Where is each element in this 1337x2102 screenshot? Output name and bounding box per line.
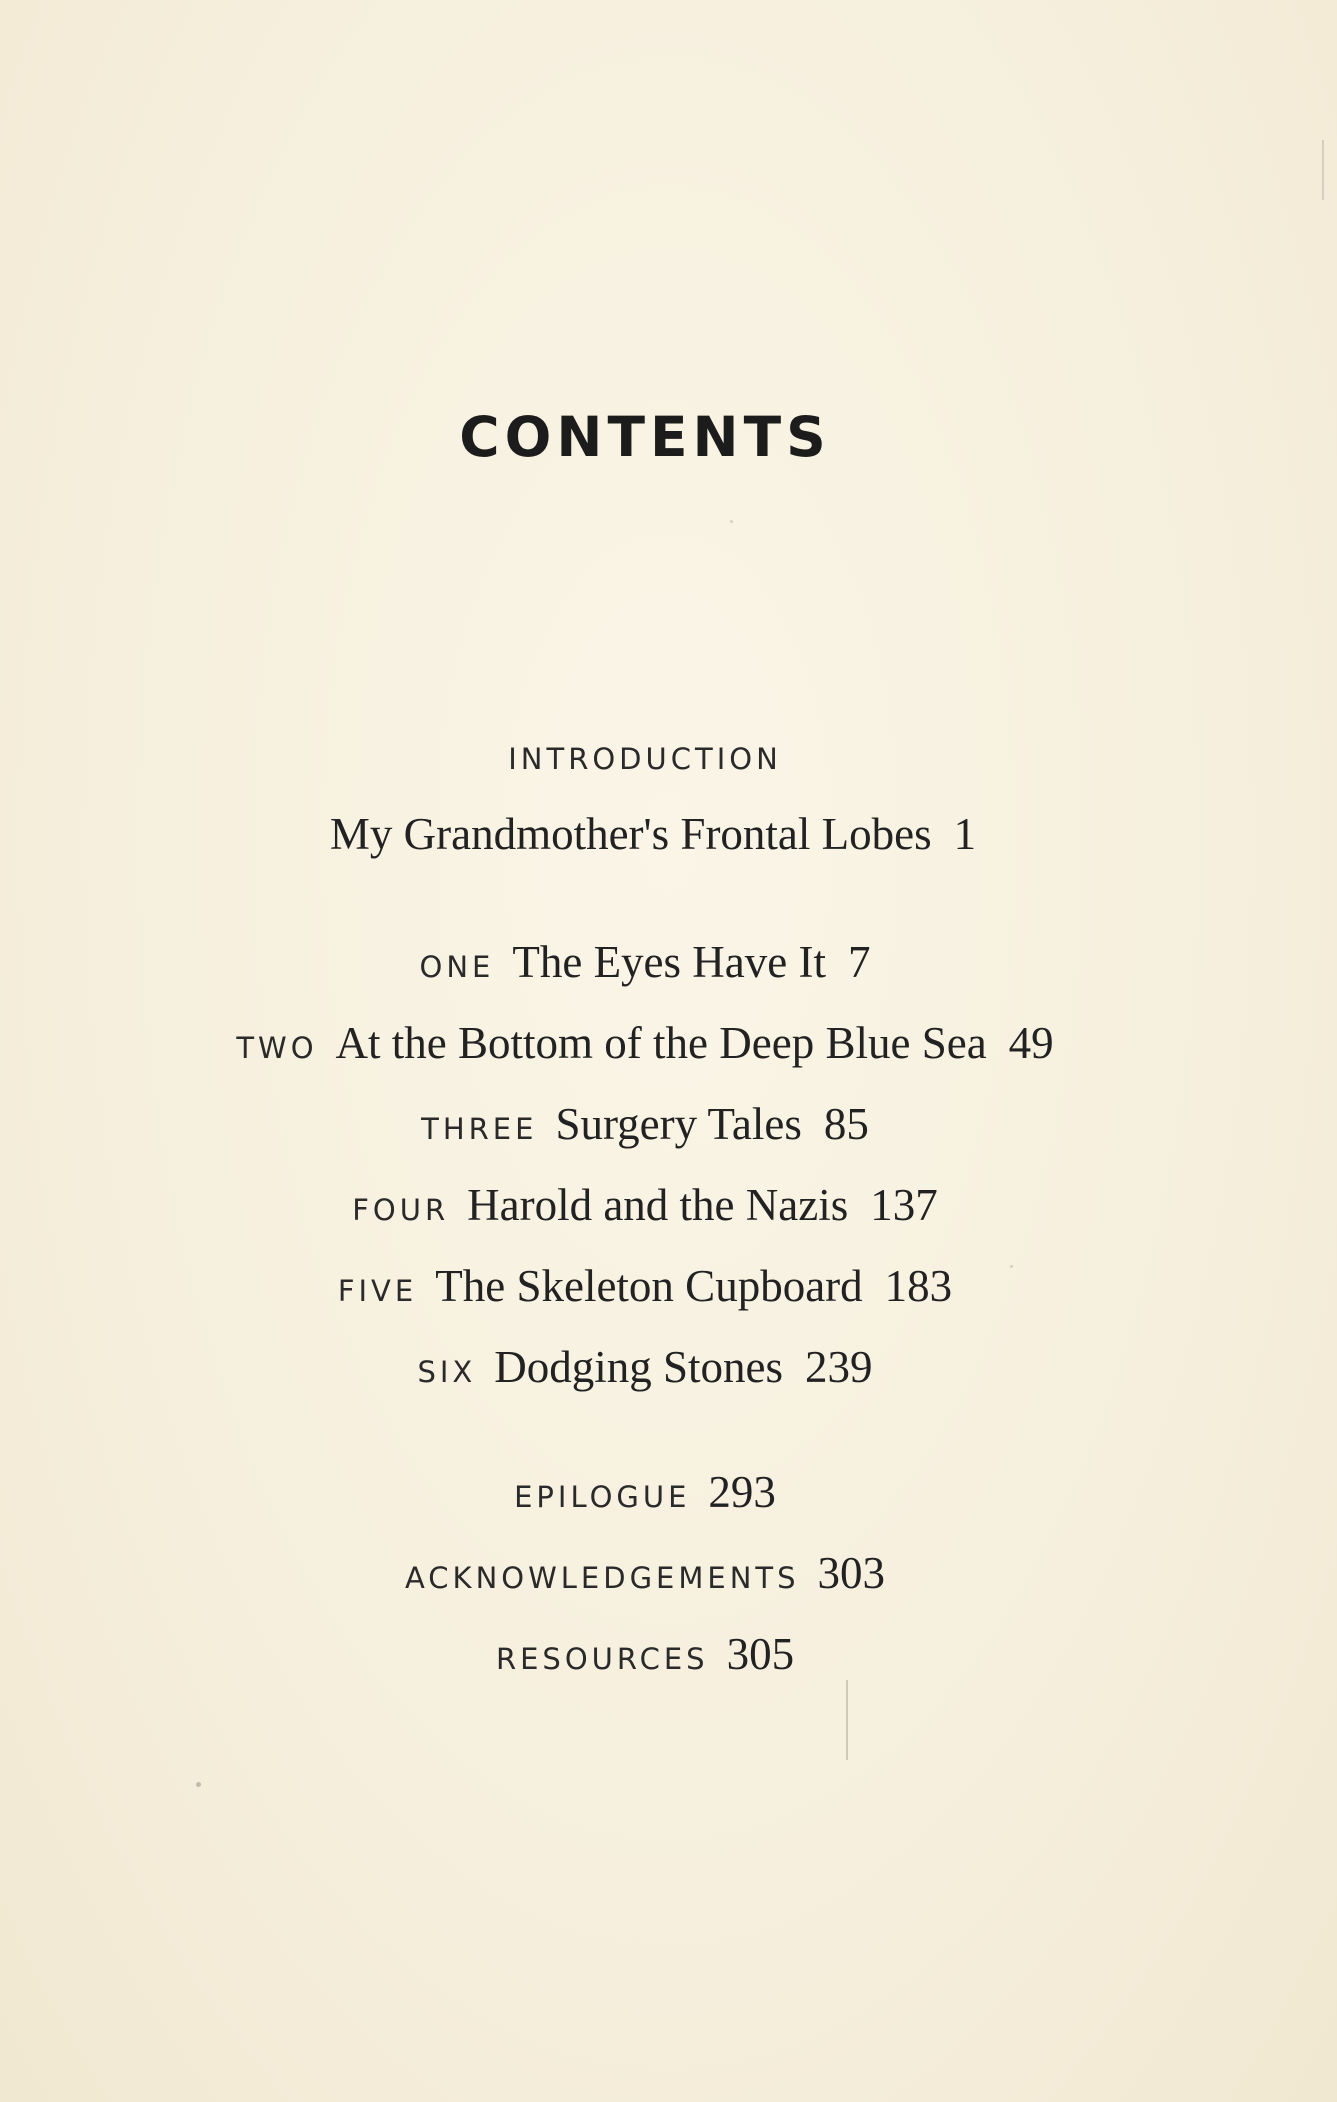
paper-speck xyxy=(730,520,733,523)
backmatter-page-number: 305 xyxy=(726,1629,795,1679)
chapter-label: ONE xyxy=(419,950,495,984)
chapter-label: TWO xyxy=(236,1031,318,1065)
toc-entry-chapter-three xyxy=(0,1098,1290,1150)
contents-heading: CONTENTS xyxy=(459,405,831,469)
introduction-label: INTRODUCTION xyxy=(508,742,782,776)
toc-entry-chapter-one xyxy=(0,936,1290,988)
chapter-page-number: 49 xyxy=(1008,1018,1054,1068)
chapter-label: FIVE xyxy=(337,1274,418,1308)
toc-entry-chapter-two xyxy=(0,1017,1290,1069)
paper-speck xyxy=(1010,1265,1013,1268)
chapter-title: Harold and the Nazis xyxy=(467,1180,849,1230)
chapter-page-number: 137 xyxy=(870,1180,938,1230)
chapter-title: The Eyes Have It xyxy=(512,937,826,987)
paper-mark xyxy=(1322,140,1324,200)
chapter-title: At the Bottom of the Deep Blue Sea xyxy=(335,1018,987,1068)
chapter-title: The Skeleton Cupboard xyxy=(435,1261,863,1311)
backmatter-label: EPILOGUE xyxy=(514,1480,691,1514)
backmatter-label: ACKNOWLEDGEMENTS xyxy=(404,1561,800,1595)
chapter-page-number: 85 xyxy=(823,1099,869,1149)
toc-entry-acknowledgements xyxy=(0,1547,1290,1599)
paper-mark xyxy=(846,1680,848,1760)
backmatter-page-number: 303 xyxy=(817,1548,886,1598)
introduction-title: My Grandmother's Frontal Lobes xyxy=(329,809,932,859)
toc-entry-chapter-five xyxy=(0,1260,1290,1312)
chapter-page-number: 239 xyxy=(805,1342,873,1392)
backmatter-label: RESOURCES xyxy=(495,1642,709,1676)
paper-speck xyxy=(196,1782,201,1787)
toc-entry-chapter-six xyxy=(0,1341,1290,1393)
introduction-entry xyxy=(8,808,1298,860)
introduction-page-number: 1 xyxy=(953,809,977,859)
backmatter-page-number: 293 xyxy=(708,1467,776,1517)
chapter-label: THREE xyxy=(421,1112,538,1146)
chapter-title: Dodging Stones xyxy=(494,1342,784,1392)
toc-entry-epilogue xyxy=(0,1466,1290,1518)
chapter-page-number: 7 xyxy=(847,937,871,987)
introduction-label-line xyxy=(0,742,1290,776)
chapter-title: Surgery Tales xyxy=(555,1099,802,1149)
chapter-label: SIX xyxy=(417,1355,477,1389)
chapter-page-number: 183 xyxy=(884,1261,953,1311)
toc-entry-resources xyxy=(0,1628,1290,1680)
toc-entry-chapter-four xyxy=(0,1179,1290,1231)
chapter-label: FOUR xyxy=(352,1193,450,1227)
